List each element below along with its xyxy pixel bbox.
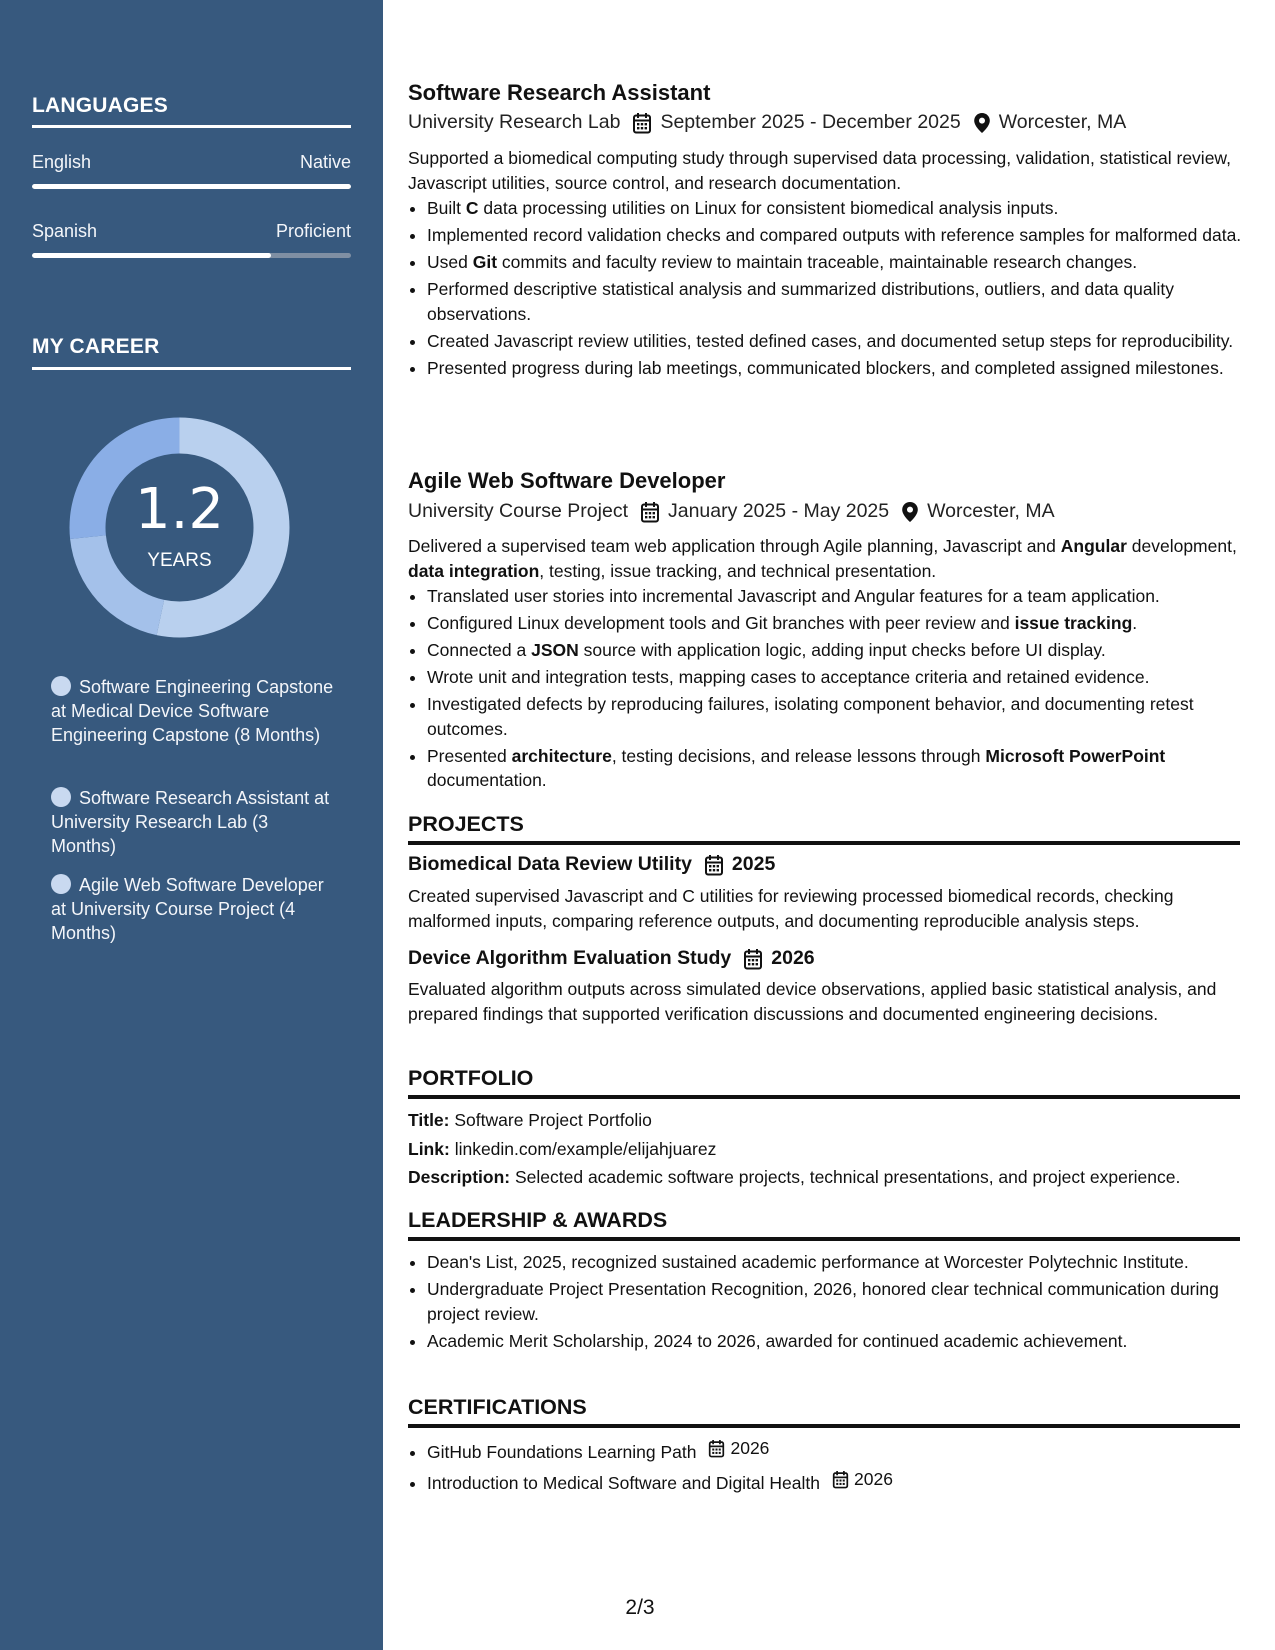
list-item: • Dean's List, 2025, recognized sustained academic performance at Worcester Polytechnic Institute.: [427, 1250, 1259, 1275]
bullet-dot-icon: [51, 787, 71, 807]
portfolio-link: Link: linkedin.com/example/elijahjuarez: [408, 1139, 717, 1159]
languages-heading: LANGUAGES: [32, 94, 168, 117]
list-item: • Wrote unit and integration tests, mapping cases to acceptance criteria and retained evidence.: [427, 665, 1259, 690]
job-dates: September 2025 - December 2025: [660, 111, 961, 133]
list-item: • Investigated defects by reproducing failures, isolating component behavior, and documenting retest outcomes.: [427, 692, 1259, 741]
portfolio-description: Description: Selected academic software projects, technical presentations, and project experience.: [408, 1167, 1181, 1187]
project-name: Device Algorithm Evaluation Study: [408, 947, 732, 969]
projects-divider: [408, 841, 1240, 845]
list-item: • Implemented record validation checks and compared outputs with reference samples for malformed data.: [427, 223, 1259, 248]
sidebar: [0, 0, 383, 1650]
job-bullets: [408, 196, 1259, 383]
portfolio-link-url[interactable]: linkedin.com/example/elijahjuarez: [454, 1139, 717, 1159]
job-meta: [408, 500, 1055, 523]
languages-divider: [32, 125, 351, 128]
language-bar-english: [32, 184, 351, 189]
list-item: • Introduction to Medical Software and Digital Health 2026: [427, 1467, 1259, 1495]
job-org: University Course Project: [408, 500, 628, 522]
project-year: 2025: [731, 853, 776, 875]
portfolio-heading: PORTFOLIO: [408, 1066, 534, 1090]
job-title: Agile Web Software Developer: [408, 468, 726, 493]
list-item: • Presented progress during lab meetings, communicated blockers, and completed assigned milestones.: [427, 356, 1259, 381]
calendar-icon: [708, 1439, 725, 1458]
job-location: Worcester, MA: [998, 111, 1127, 133]
job-org: University Research Lab: [408, 111, 621, 133]
language-bar-spanish: [32, 253, 351, 258]
language-name: English: [32, 152, 92, 172]
list-item: • Created Javascript review utilities, tested defined cases, and documented setup steps for reproducibility.: [427, 329, 1259, 354]
calendar-icon: [743, 948, 763, 970]
career-divider: [32, 367, 351, 370]
career-heading: MY CAREER: [32, 335, 160, 358]
job-summary: Delivered a supervised team web application through Agile planning, Javascript and Angular development, data integration, testing, issue tracking, and technical presentation.: [408, 536, 1237, 581]
job-meta: [408, 111, 1126, 134]
project-year: 2026: [771, 947, 815, 969]
project-name: Biomedical Data Review Utility: [408, 853, 692, 875]
project-title: [408, 947, 815, 970]
certifications-divider: [408, 1424, 1240, 1428]
job-dates: January 2025 - May 2025: [667, 500, 890, 522]
list-item: • Built C data processing utilities on Linux for consistent biomedical analysis inputs.: [427, 196, 1259, 221]
certifications-list: [408, 1436, 1259, 1498]
career-years-label: YEARS: [147, 550, 212, 571]
project-description: Created supervised Javascript and C utilities for reviewing processed biomedical records, checking malformed inputs, comparing reference outputs, and documenting reproducible analysis steps.: [408, 886, 1174, 931]
list-item: • Academic Merit Scholarship, 2024 to 2026, awarded for continued academic achievement.: [427, 1329, 1259, 1354]
location-pin-icon: [973, 112, 991, 134]
language-bar-fill: [32, 184, 351, 189]
bullet-dot-icon: [51, 676, 71, 696]
project-description: Evaluated algorithm outputs across simulated device observations, applied basic statistical analysis, and prepared findings that supported verification discussions and documented engineering decisions.: [408, 979, 1217, 1024]
language-row-english: [32, 152, 351, 173]
calendar-icon: [832, 1470, 849, 1489]
career-item-text: Software Engineering Capstone at Medical Device Software Engineering Capstone (8 Months): [51, 677, 334, 745]
career-item-text: Software Research Assistant at University Research Lab (3 Months): [51, 788, 330, 856]
list-item: • Performed descriptive statistical analysis and summarized distributions, outliers, and data quality observations.: [427, 277, 1259, 326]
career-item: [51, 873, 336, 945]
calendar-icon: [704, 854, 724, 876]
portfolio-title: Title: Software Project Portfolio: [408, 1110, 652, 1130]
language-level: Proficient: [275, 221, 351, 241]
career-total-years: 1.2: [134, 477, 225, 542]
page-number: 2/3: [625, 1596, 655, 1619]
project-title: [408, 853, 775, 876]
list-item: • Used Git commits and faculty review to maintain traceable, maintainable research changes.: [427, 250, 1259, 275]
language-row-spanish: [32, 221, 351, 242]
list-item: • Translated user stories into incremental Javascript and Angular features for a team application.: [427, 584, 1259, 609]
career-item-text: Agile Web Software Developer at University Course Project (4 Months): [51, 875, 324, 943]
job-bullets: [408, 584, 1259, 795]
calendar-icon: [632, 112, 652, 134]
leadership-heading: LEADERSHIP & AWARDS: [408, 1208, 668, 1232]
calendar-icon: [640, 501, 660, 523]
leadership-list: [408, 1250, 1259, 1356]
language-level: Native: [299, 152, 351, 172]
list-item: • Configured Linux development tools and Git branches with peer review and issue tracking.: [427, 611, 1259, 636]
career-item: [51, 786, 336, 858]
job-title: Software Research Assistant: [408, 80, 711, 105]
location-pin-icon: [901, 501, 919, 523]
leadership-divider: [408, 1237, 1240, 1241]
list-item: • Connected a JSON source with application logic, adding input checks before UI display.: [427, 638, 1259, 663]
bullet-dot-icon: [51, 874, 71, 894]
certifications-heading: CERTIFICATIONS: [408, 1395, 587, 1419]
projects-heading: PROJECTS: [408, 812, 524, 836]
job-summary: Supported a biomedical computing study through supervised data processing, validation, statistical review, Javascript utilities, source control, and research documentation.: [408, 148, 1231, 193]
list-item: • Presented architecture, testing decisions, and release lessons through Microsoft PowerPoint documentation.: [427, 744, 1259, 793]
language-name: Spanish: [32, 221, 98, 241]
portfolio-divider: [408, 1095, 1240, 1099]
language-bar-fill: [32, 253, 271, 258]
list-item: • GitHub Foundations Learning Path 2026: [427, 1436, 1259, 1464]
career-item: [51, 675, 336, 747]
list-item: • Undergraduate Project Presentation Recognition, 2026, honored clear technical communication during project review.: [427, 1277, 1259, 1326]
job-location: Worcester, MA: [927, 500, 1055, 522]
